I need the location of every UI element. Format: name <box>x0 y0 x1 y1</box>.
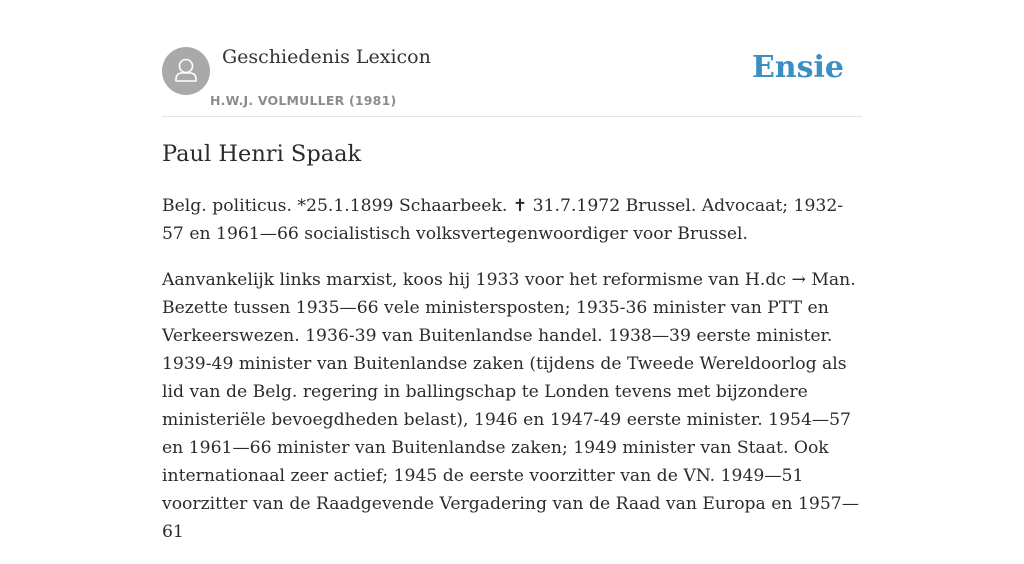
lexicon-header <box>162 44 862 117</box>
article-paragraph: Belg. politicus. *25.1.1899 Schaarbeek. ✝ 31.7.1972 Brussel. Advocaat; 1932-57 en 1961—66 socialistisch volksvertegenwoordiger voor Brussel. <box>162 196 844 244</box>
lexicon-title[interactable]: Geschiedenis Lexicon <box>222 46 431 68</box>
lexicon-author: H.W.J. VOLMULLER (1981) <box>210 93 397 108</box>
article <box>162 138 862 564</box>
user-icon <box>162 47 210 95</box>
article-title: Paul Henri Spaak <box>162 141 362 167</box>
avatar[interactable] <box>162 47 210 95</box>
ensie-logo[interactable]: Ensie <box>751 50 844 85</box>
article-paragraph: Aanvankelijk links marxist, koos hij 1933 voor het reformisme van H.dc → Man. Bezette tussen 1935—66 vele ministersposten; 1935-36 minister van PTT en Verkeerswezen. 1936-39 van Buitenlandse handel. 1938—39 eerste minister. 1939-49 minister van Buitenlandse zaken (tijdens de Tweede Wereldoorlog als lid van de Belg. regering in ballingschap te Londen tevens met bijzondere ministeriële bevoegdheden belast), 1946 en 1947-49 eerste minister. 1954—57 en 1961—66 minister van Buitenlandse zaken; 1949 minister van Staat. Ook internationaal zeer actief; 1945 de eerste voorzitter van de VN. 1949—51 voorzitter van de Raadgevende Vergadering van de Raad van Europa en 1957—61 <box>162 270 859 542</box>
